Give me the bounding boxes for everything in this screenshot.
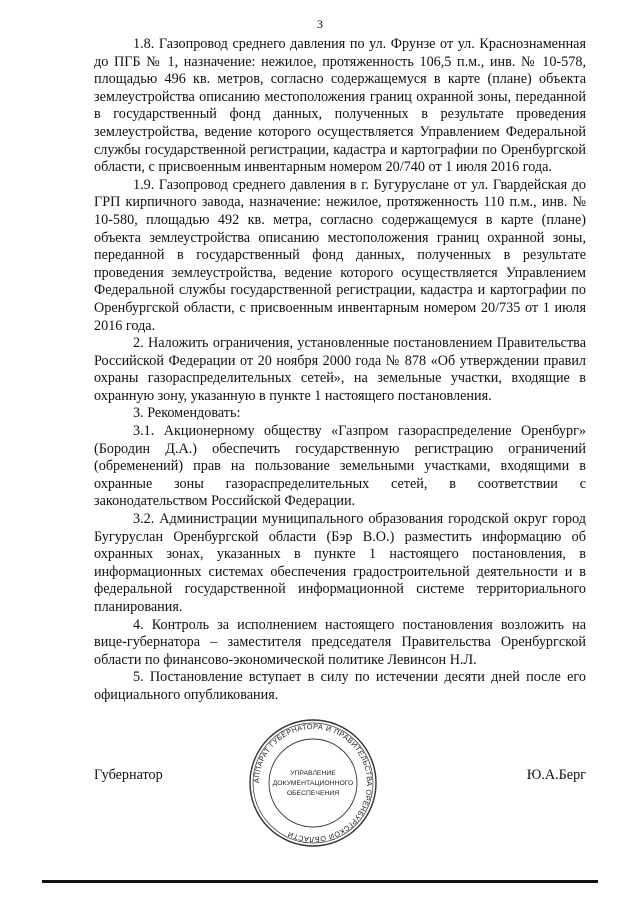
paragraph-5: 5. Постановление вступает в силу по истечении десяти дней после его официального опубликования. xyxy=(94,669,586,703)
paragraph-1-9: 1.9. Газопровод среднего давления в г. Бугуруслане от ул. Гвардейская до ГРП кирпичного завода, назначение: нежилое, протяженность 110 п.м., инв. № 10-580, площадью 492 кв. метра, согласно содержащемуся в карте (плане) объекта землеустройства описанию местоположения границ охранной зоны, переданной в государственный фонд данных, полученных в результате проведения землеустройства, ведение которого осуществляется Управлением Федеральной службы государственной регистрации, кадастра и картографии по Оренбургской области, с присвоенным инвентарным номером 20/735 от 1 июля 2016 года. xyxy=(94,176,586,334)
paragraph-3-1: 3.1. Акционерному обществу «Газпром газораспределение Оренбург» (Бородин Д.А.) обеспечить государственную регистрацию ограничений (обременений) прав на пользование земельными участками, входящими в охранные зоны газораспределительных сетей, в соответствии с законодательством Российской Федерации. xyxy=(94,423,586,510)
page-number: 3 xyxy=(317,17,323,31)
signatory-name: Ю.А.Берг xyxy=(526,767,586,783)
stamp-center-line-2: ДОКУМЕНТАЦИОННОГО xyxy=(272,780,354,787)
signatory-title: Губернатор xyxy=(94,767,163,783)
paragraph-4: 4. Контроль за исполнением настоящего постановления возложить на вице-губернатора – заместителя председателя Правительства Оренбургской области по финансово-экономической политике Левинсон Н.Л. xyxy=(94,616,586,668)
stamp-center-line-3: ОБЕСПЕЧЕНИЯ xyxy=(286,790,340,797)
signature-block xyxy=(94,767,586,791)
stamp-outer-text: АППАРАТ ГУБЕРНАТОРА И ПРАВИТЕЛЬСТВА ОРЕНБУРГСКОЙ ОБЛАСТИ xyxy=(251,721,375,845)
paragraph-3: 3. Рекомендовать: xyxy=(133,405,241,422)
stamp-center-line-1: УПРАВЛЕНИЕ xyxy=(290,770,336,777)
paragraph-1-8: 1.8. Газопровод среднего давления по ул. Фрунзе от ул. Краснознаменная до ПГБ № 1, назначение: нежилое, протяженность 106,5 п.м., инв. № 10-578, площадью 496 кв. метров, согласно содержащемуся в карте (плане) объекта землеустройства описанию местоположения границ охранной зоны, переданной в государственный фонд данных, полученных в результате проведения землеустройства, ведение которого осуществляется Управлением Федеральной службы государственной регистрации, кадастра и картографии по Оренбургской области, с присвоенным инвентарным номером 20/740 от 1 июля 2016 года. xyxy=(94,36,586,176)
bottom-divider xyxy=(42,880,598,883)
paragraph-2: 2. Наложить ограничения, установленные постановлением Правительства Российской Федерации от 20 ноября 2000 года № 878 «Об утверждении правил охраны газораспределительных сетей», на земельные участки, входящие в охранную зону, указанную в пункте 1 настоящего постановления. xyxy=(94,335,586,404)
document-body xyxy=(94,36,586,705)
paragraph-3-2: 3.2. Администрации муниципального образования городской округ город Бугуруслан Оренбургской области (Бэр В.О.) разместить информацию об охранных зонах, указанных в пункте 1 настоящего постановления, в информационных системах обеспечения градостроительной деятельности и в федеральной государственной информационной системе территориального планирования. xyxy=(94,511,586,615)
